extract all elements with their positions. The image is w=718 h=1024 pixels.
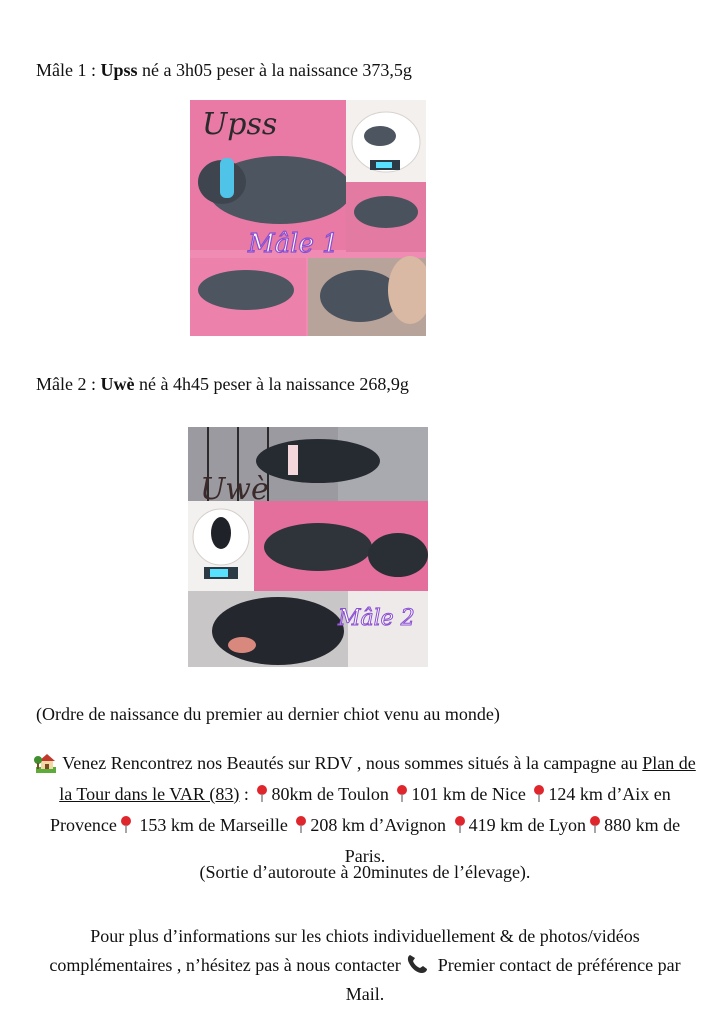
male1-photo-collage	[190, 100, 426, 336]
distance-marseille: 153 km de Marseille	[139, 815, 288, 835]
house-with-garden-icon	[34, 751, 58, 773]
male2-photo-collage	[188, 427, 428, 667]
contact-paragraph	[30, 922, 700, 1009]
distance-toulon: 80km de Toulon	[271, 784, 389, 804]
male2-photo-sex: Mâle 2	[338, 606, 415, 631]
visit-intro: Venez Rencontrez nos Beautés sur RDV , nous sommes situés à la campagne au	[62, 753, 643, 773]
distance-nice: 101 km de Nice	[411, 784, 526, 804]
round-pushpin-icon	[454, 812, 466, 830]
round-pushpin-icon	[295, 812, 307, 830]
male2-prefix: Mâle 2 :	[36, 374, 101, 394]
visit-colon: :	[239, 784, 249, 804]
male2-photo-name: Uwè	[200, 472, 269, 507]
visit-paragraph	[30, 748, 700, 872]
male2-name: Uwè	[100, 374, 135, 394]
distance-aix: 124 km d’Aix en Provence	[49, 784, 671, 835]
round-pushpin-icon	[396, 781, 408, 799]
male1-details: né a 3h05 peser à la naissance 373,5g	[137, 60, 412, 80]
round-pushpin-icon	[589, 812, 601, 830]
round-pushpin-icon	[120, 812, 132, 830]
distance-avignon: 208 km d’Avignon	[310, 815, 447, 835]
exit-note: (Sortie d’autoroute à 20minutes de l’élevage).	[199, 862, 531, 882]
male2-details: né à 4h45 peser à la naissance 268,9g	[134, 374, 409, 394]
distance-lyon: 419 km de Lyon	[468, 815, 587, 835]
male1-prefix: Mâle 1 :	[36, 60, 101, 80]
birth-order-note: (Ordre de naissance du premier au dernier chiot venu au monde)	[36, 704, 500, 724]
location-link[interactable]: Plan de la Tour dans le VAR (83)	[59, 753, 696, 804]
male1-name: Upss	[100, 60, 138, 80]
distance-paris: 880 km de Paris.	[344, 815, 681, 866]
male1-caption	[36, 60, 412, 81]
telephone-receiver-icon	[405, 953, 429, 975]
contact-text-before: Pour plus d’informations sur les chiots individuellement & de photos/vidéos complémentaires , n’hésitez pas à nous contacter	[49, 926, 640, 975]
male1-photo-sex: Mâle 1	[248, 229, 339, 259]
male2-caption	[36, 374, 409, 395]
male1-photo-name: Upss	[202, 107, 278, 142]
contact-text-after: Premier contact de préférence par Mail.	[345, 955, 681, 1004]
round-pushpin-icon	[256, 781, 268, 799]
round-pushpin-icon	[533, 781, 545, 799]
